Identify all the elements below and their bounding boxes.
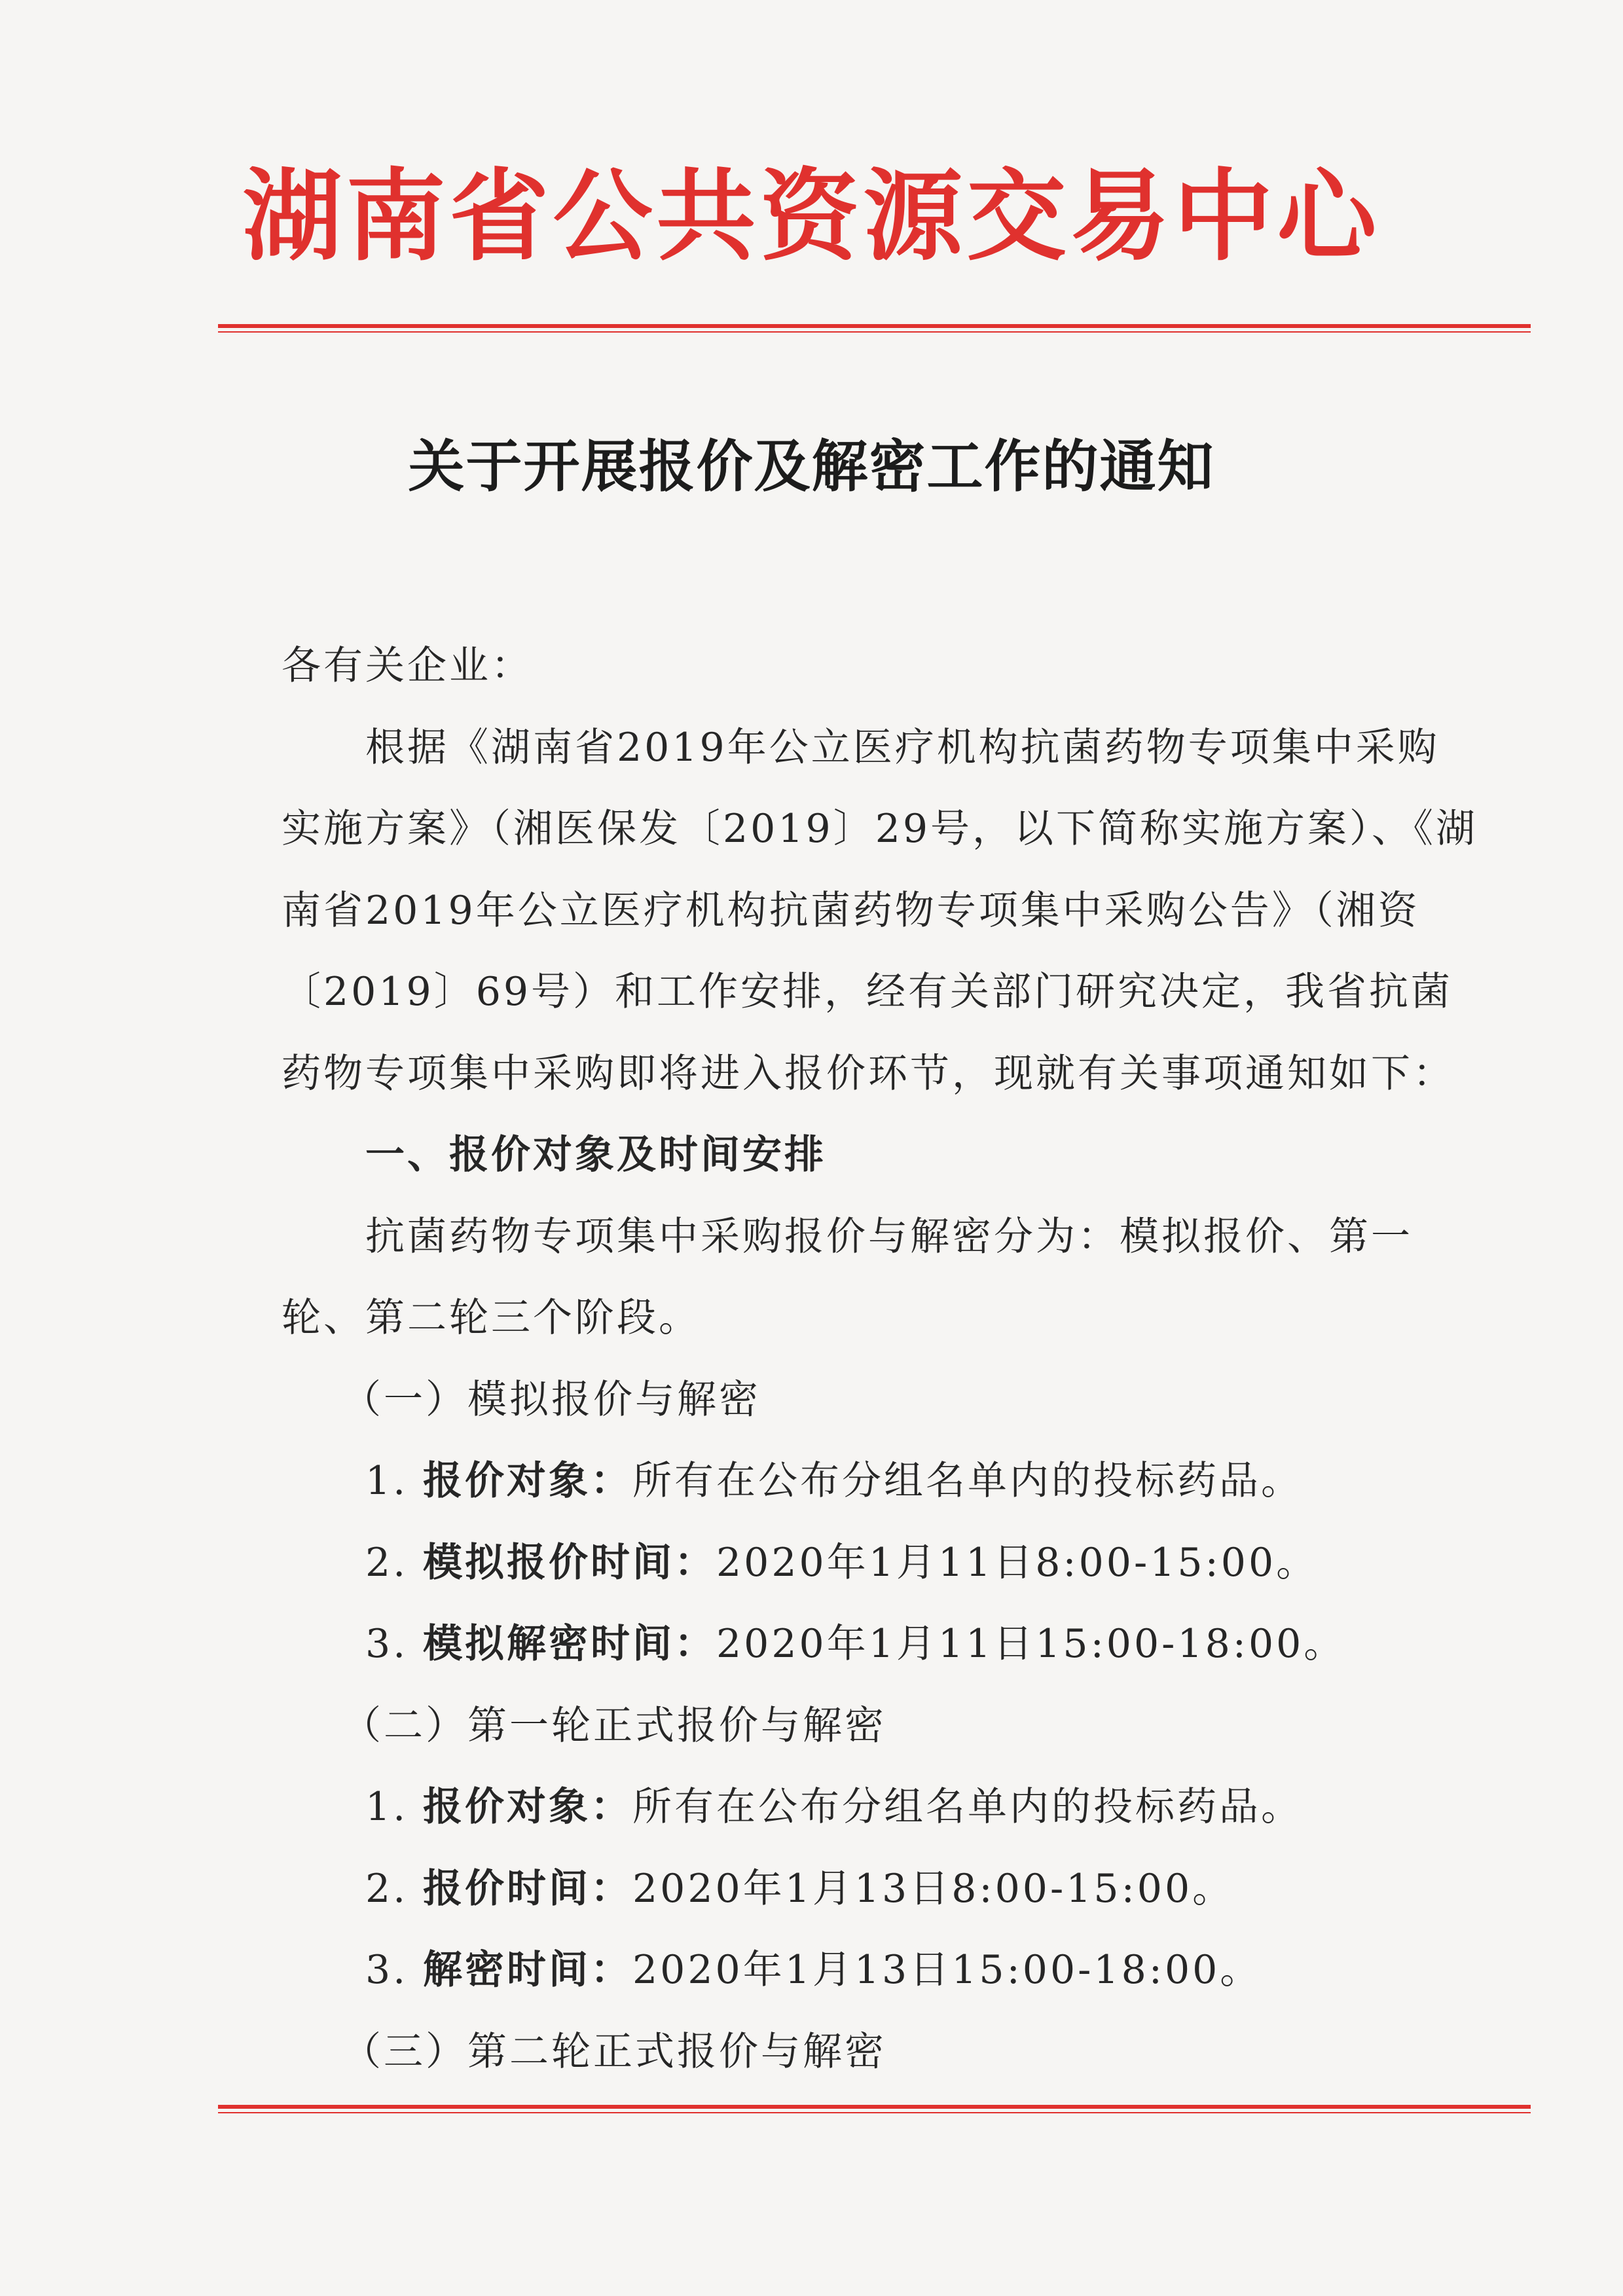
list-item	[282, 1522, 1480, 1604]
item-label: 解密时间：	[423, 1947, 632, 1993]
item-text: 所有在公布分组名单内的投标药品。	[632, 1784, 1303, 1830]
section-1-text: 抗菌药物专项集中采购报价与解密分为：模拟报价、第一轮、第二轮三个阶段。	[282, 1213, 1413, 1341]
item-number: 2.	[365, 1865, 409, 1912]
item-number: 3.	[365, 1621, 409, 1667]
item-number: 2.	[365, 1539, 409, 1586]
document-title: 关于开展报价及解密工作的通知	[408, 434, 1215, 500]
document-body	[282, 625, 1480, 2092]
salutation: 各有关企业：	[282, 643, 533, 689]
item-text: 2020年1月11日8:00-15:00。	[716, 1539, 1319, 1586]
header-red-rule	[218, 324, 1531, 333]
item-text: 2020年1月13日15:00-18:00。	[632, 1947, 1262, 1993]
item-label: 报价对象：	[423, 1784, 632, 1830]
subsection-2-heading: （二）第一轮正式报价与解密	[342, 1702, 886, 1749]
list-item	[282, 1929, 1480, 2011]
item-text: 所有在公布分组名单内的投标药品。	[632, 1458, 1303, 1504]
item-label: 报价时间：	[423, 1865, 632, 1912]
intro-paragraph: 根据《湖南省2019年公立医疗机构抗菌药物专项集中采购实施方案》（湘医保发〔2019〕29号，以下简称实施方案）、《湖南省2019年公立医疗机构抗菌药物专项集中采购公告》（湘资〔2019〕69号）和工作安排，经有关部门研究决定，我省抗菌药物专项集中采购即将进入报价环节，现就有关事项通知如下：	[282, 724, 1478, 1097]
list-item	[282, 1766, 1480, 1848]
subsection-1-heading: （一）模拟报价与解密	[342, 1376, 761, 1423]
organization-header: 湖南省公共资源交易中心	[242, 158, 1381, 274]
item-label: 报价对象：	[423, 1458, 632, 1504]
subsection-3-heading: （三）第二轮正式报价与解密	[342, 2028, 886, 2075]
item-text: 2020年1月13日8:00-15:00。	[632, 1865, 1235, 1912]
list-item	[282, 1440, 1480, 1522]
list-item	[282, 1848, 1480, 1930]
section-1-heading: 一、报价对象及时间安排	[365, 1132, 826, 1178]
item-label: 模拟报价时间：	[423, 1539, 716, 1586]
item-number: 3.	[365, 1947, 409, 1993]
item-text: 2020年1月11日15:00-18:00。	[716, 1621, 1346, 1667]
footer-red-rule	[218, 2105, 1531, 2113]
item-label: 模拟解密时间：	[423, 1621, 716, 1667]
list-item	[282, 1603, 1480, 1685]
item-number: 1.	[365, 1784, 409, 1830]
item-number: 1.	[365, 1458, 409, 1504]
